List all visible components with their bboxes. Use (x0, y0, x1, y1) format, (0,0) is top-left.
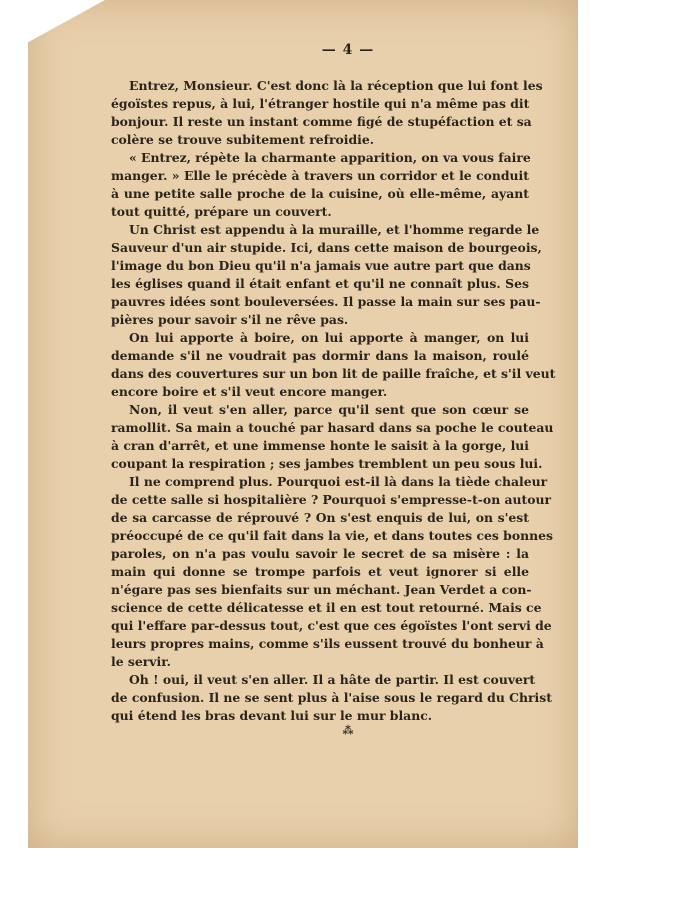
text-line: On lui apporte à boire, on lui apporte à manger, on lui (129, 330, 529, 345)
text-line: tout quitté, prépare un couvert. (111, 204, 332, 219)
text-line: manger. » Elle le précède à travers un corridor et le conduit (111, 168, 529, 183)
text-line: leurs propres mains, comme s'ils eussent trouvé du bonheur à (111, 636, 544, 651)
text-line: à une petite salle proche de la cuisine, où elle-même, ayant (111, 186, 529, 201)
text-line: qui l'effare par-dessus tout, c'est que ces égoïstes l'ont servi de (111, 618, 552, 633)
text-line: pauvres idées sont bouleversées. Il passe la main sur ses pau- (111, 294, 541, 309)
text-line: colère se trouve subitement refroidie. (111, 132, 375, 147)
text-line: dans des couvertures sur un bon lit de paille fraîche, et s'il veut (111, 366, 556, 381)
text-line: Non, il veut s'en aller, parce qu'il sent que son cœur se (129, 402, 529, 417)
text-line: préoccupé de ce qu'il fait dans la vie, et dans toutes ces bonnes (111, 528, 553, 543)
text-line: Oh ! oui, il veut s'en aller. Il a hâte de partir. Il est couvert (129, 672, 536, 687)
text-line: Il ne comprend plus. Pourquoi est-il là dans la tiède chaleur (129, 474, 548, 489)
text-line: de sa carcasse de réprouvé ? On s'est enquis de lui, on s'est (111, 510, 529, 525)
text-line: égoïstes repus, à lui, l'étranger hostile qui n'a même pas dit (111, 96, 530, 111)
text-line: ramollit. Sa main a touché par hasard dans sa poche le couteau (111, 420, 554, 435)
text-line: Sauveur d'un air stupide. Ici, dans cette maison de bourgeois, (111, 240, 542, 255)
text-line: Un Christ est appendu à la muraille, et l'homme regarde le (129, 222, 540, 237)
body-text (111, 77, 556, 725)
text-line: main qui donne se trompe parfois et veut ignorer si elle (111, 564, 529, 579)
text-line: science de cette délicatesse et il en est tout retourné. Mais ce (111, 600, 542, 615)
text-line: bonjour. Il reste un instant comme figé de stupéfaction et sa (111, 114, 532, 129)
text-line: « Entrez, répète la charmante apparition, on va vous faire (129, 150, 531, 165)
text-line: de cette salle si hospitalière ? Pourquoi s'empresse-t-on autour (111, 492, 552, 507)
text-line: coupant la respiration ; ses jambes tremblent un peu sous lui. (111, 456, 543, 471)
text-line: le servir. (111, 654, 171, 669)
page-number: — 4 — (321, 42, 375, 58)
text-line: de confusion. Il ne se sent plus à l'aise sous le regard du Christ (111, 690, 552, 705)
text-line: encore boire et s'il veut encore manger. (111, 384, 388, 399)
text-line: pières pour savoir s'il ne rêve pas. (111, 312, 349, 327)
text-line: qui étend les bras devant lui sur le mur blanc. (111, 708, 433, 723)
text-line: demande s'il ne voudrait pas dormir dans la maison, roulé (111, 348, 529, 363)
text-line: paroles, on n'a pas voulu savoir le secret de sa misère : la (111, 546, 529, 561)
text-line: les églises quand il était enfant et qu'il ne connaît plus. Ses (111, 276, 529, 291)
text-line: n'égare pas ses bienfaits sur un méchant. Jean Verdet a con- (111, 582, 532, 597)
text-line: à cran d'arrêt, et une immense honte le saisit à la gorge, lui (111, 438, 529, 453)
text-line: Entrez, Monsieur. C'est donc là la réception que lui font les (129, 78, 543, 93)
asterism-ornament: ⁂ (342, 724, 354, 737)
text-line: l'image du bon Dieu qu'il n'a jamais vue autre part que dans (111, 258, 531, 273)
